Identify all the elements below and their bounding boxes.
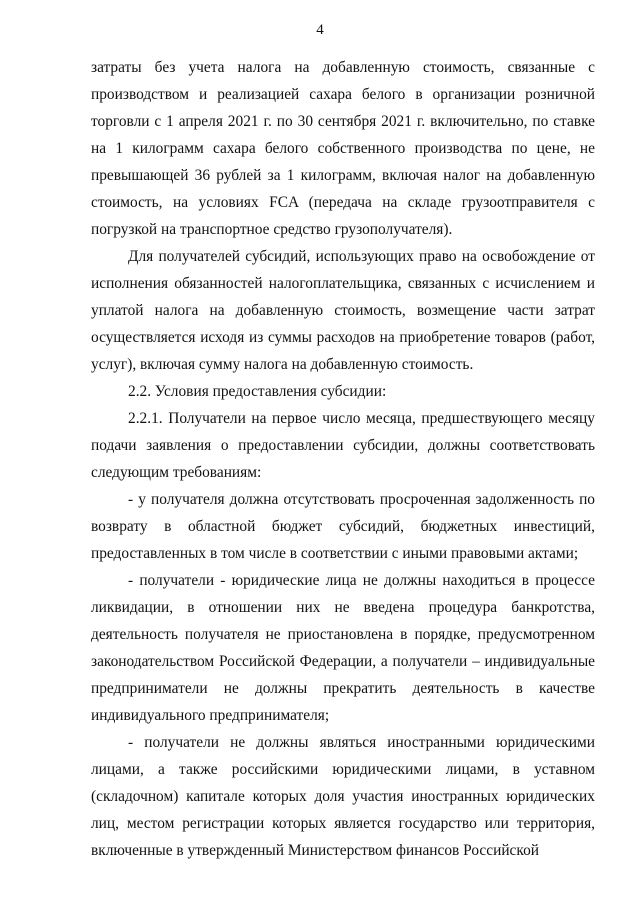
paragraph-vat-exemption: Для получателей субсидий, использующих право на освобождение от исполнения обязанностей налогоплательщика, связанных с исчислением и уплатой налога на добавленную стоимость, возмещение части затрат осуществляется исходя из суммы расходов на приобретение товаров (работ, услуг), включая сумму налога на добавленную стоимость. xyxy=(91,248,595,373)
paragraph-costs-continuation: затраты без учета налога на добавленную стоимость, связанные с производством и реализацией сахара белого в организации розничной торговли с 1 апреля 2021 г. по 30 сентября 2021 г. включительно, по ставке на 1 килограмм сахара белого собственного производства по цене, не превышающей 36 рублей за 1 килограмм, включая налог на добавленную стоимость, на условиях FCA (передача на складе грузоотправителя с погрузкой на транспортное средство грузополучателя). xyxy=(91,59,595,238)
page-number: 4 xyxy=(316,22,324,38)
document-body xyxy=(91,54,595,864)
paragraph-section-2-2-1: 2.2.1. Получатели на первое число месяца, предшествующего месяцу подачи заявления о предоставлении субсидии, должны соответствовать следующим требованиям: xyxy=(91,410,595,481)
paragraph-requirement-not-foreign: - получатели не должны являться иностранными юридическими лицами, а также российскими юридическими лицами, в уставном (складочном) капитале которых доля участия иностранных юридических лиц, местом регистрации которых является государство или территория, включенные в утвержденный Министерством финансов Российской xyxy=(91,734,595,859)
paragraph-requirement-no-debt: - у получателя должна отсутствовать просроченная задолженность по возврату в областной бюджет субсидий, бюджетных инвестиций, предоставленных в том числе в соответствии с иными правовыми актами; xyxy=(91,491,595,562)
paragraph-requirement-no-liquidation: - получатели - юридические лица не должны находиться в процессе ликвидации, в отношении них не введена процедура банкротства, деятельность получателя не приостановлена в порядке, предусмотренном законодательством Российской Федерации, а получатели – индивидуальные предприниматели не должны прекратить деятельность в качестве индивидуального предпринимателя; xyxy=(91,572,595,724)
paragraph-section-2-2-heading: 2.2. Условия предоставления субсидии: xyxy=(128,383,387,400)
